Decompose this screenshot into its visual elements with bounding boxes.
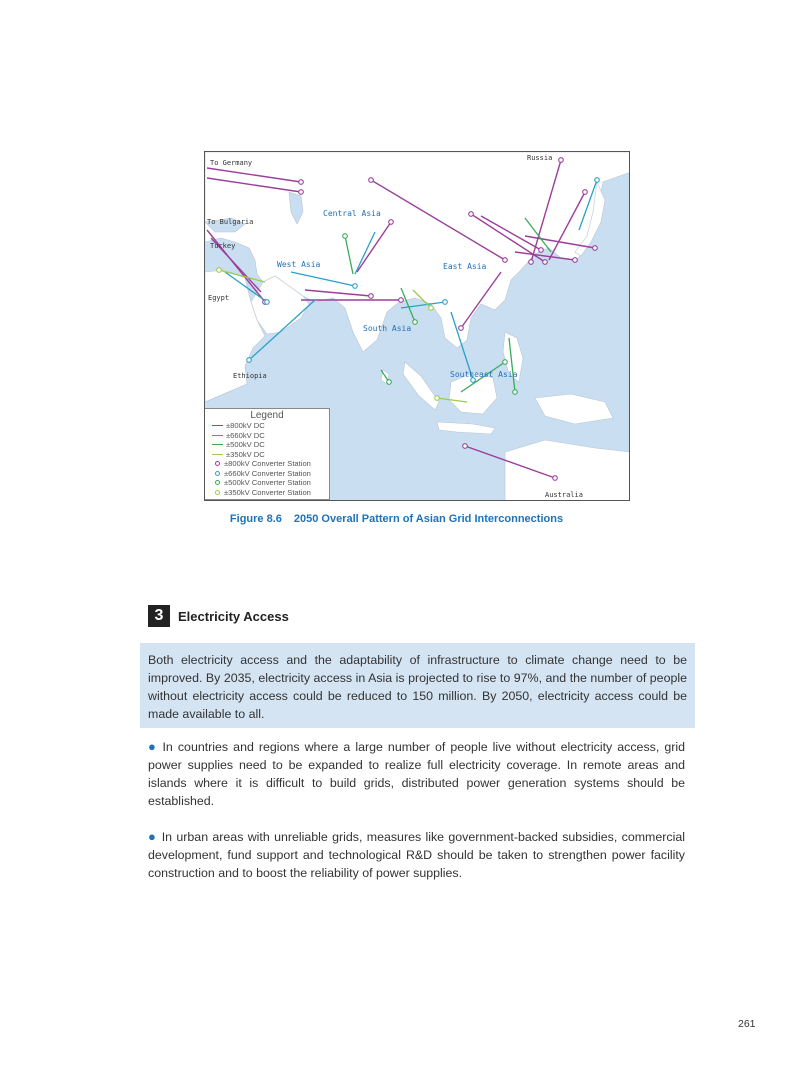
bullet-paragraph xyxy=(148,738,685,810)
label-east-asia: East Asia xyxy=(443,262,487,271)
section-number: 3 xyxy=(148,605,170,627)
station xyxy=(299,190,304,195)
label-ethiopia: Ethiopia xyxy=(233,372,267,380)
legend-line-swatch xyxy=(212,435,223,436)
legend-item-label: ±800kV DC xyxy=(226,421,265,431)
page-number: 261 xyxy=(738,1018,756,1030)
bullet-text: In countries and regions where a large number of people live without electricity access, grid power supplies need to be expanded to realize full electricity coverage. In remote areas and islands where it is difficult to build grids, distributed power generation systems should be established. xyxy=(148,740,685,808)
bullet-icon: ● xyxy=(148,829,157,844)
legend-station-icon xyxy=(215,461,220,466)
legend-line-swatch xyxy=(212,425,223,426)
legend-item-label: ±500kV Converter Station xyxy=(224,478,311,488)
legend-line-swatch xyxy=(212,454,223,455)
figure-caption xyxy=(0,513,793,525)
station xyxy=(399,298,404,303)
sumatra-landmass xyxy=(403,362,439,410)
java-landmass xyxy=(437,422,495,434)
station xyxy=(217,268,222,273)
legend-item xyxy=(205,469,329,479)
legend-item xyxy=(205,478,329,488)
summary-box: Both electricity access and the adaptability of infrastructure to climate change need to be improved. By 2035, electricity access in Asia is projected to rise to 97%, and the number of people without electricity access could be reduced to 150 million. By 2050, electricity access could be made available to all. xyxy=(140,643,695,728)
station xyxy=(435,396,440,401)
label-to-germany: To Germany xyxy=(210,159,253,167)
station xyxy=(513,390,518,395)
label-southeast-asia: Southeast Asia xyxy=(450,370,518,379)
station xyxy=(553,476,558,481)
figure-title: 2050 Overall Pattern of Asian Grid Interconnections xyxy=(293,513,564,525)
legend-rows xyxy=(205,421,329,497)
station xyxy=(265,300,270,305)
station xyxy=(469,212,474,217)
label-australia: Australia xyxy=(545,491,583,499)
station xyxy=(387,380,392,385)
legend-item xyxy=(205,488,329,498)
label-egypt: Egypt xyxy=(208,294,230,302)
label-turkey: Turkey xyxy=(210,242,236,250)
station xyxy=(573,258,578,263)
legend-item-label: ±500kV DC xyxy=(226,440,265,450)
station xyxy=(463,444,468,449)
station xyxy=(539,248,544,253)
station xyxy=(413,320,418,325)
legend-item-label: ±350kV Converter Station xyxy=(224,487,311,497)
map-legend xyxy=(205,408,330,500)
station xyxy=(343,234,348,239)
legend-item xyxy=(205,431,329,441)
station xyxy=(459,326,464,331)
bullet-paragraph xyxy=(148,828,685,882)
station xyxy=(299,180,304,185)
station xyxy=(583,190,588,195)
station xyxy=(543,260,548,265)
station xyxy=(369,178,374,183)
station xyxy=(503,258,508,263)
section-title: Electricity Access xyxy=(178,608,289,624)
legend-station-icon xyxy=(215,490,220,495)
station xyxy=(503,360,508,365)
label-west-asia: West Asia xyxy=(277,260,321,269)
station xyxy=(429,306,434,311)
label-south-asia: South Asia xyxy=(363,324,412,333)
legend-item-label: ±660kV Converter Station xyxy=(224,468,311,478)
legend-item-label: ±660kV DC xyxy=(226,430,265,440)
station xyxy=(529,260,534,265)
station xyxy=(593,246,598,251)
legend-station-icon xyxy=(215,480,220,485)
legend-item xyxy=(205,459,329,469)
station xyxy=(247,358,252,363)
label-russia: Russia xyxy=(527,154,553,162)
station xyxy=(389,220,394,225)
station xyxy=(353,284,358,289)
legend-title: Legend xyxy=(250,410,284,421)
bullet-text: In urban areas with unreliable grids, measures like government-backed subsidies, commercial development, fund support and technological R&D should be taken to strengthen power facility construction and to boost the reliability of power supplies. xyxy=(148,830,685,880)
legend-item-label: ±800kV Converter Station xyxy=(224,459,311,469)
station xyxy=(595,178,600,183)
asia-grid-map xyxy=(204,151,630,501)
legend-item xyxy=(205,421,329,431)
bullet-icon: ● xyxy=(148,739,158,754)
label-central-asia: Central Asia xyxy=(323,209,381,218)
figure-number: Figure 8.6 xyxy=(229,513,282,525)
legend-line-swatch xyxy=(212,444,223,445)
section-heading xyxy=(148,605,289,627)
new-guinea-landmass xyxy=(535,394,613,424)
station xyxy=(443,300,448,305)
station xyxy=(369,294,374,299)
station xyxy=(559,158,564,163)
legend-item xyxy=(205,450,329,460)
legend-item-label: ±350kV DC xyxy=(226,449,265,459)
legend-item xyxy=(205,440,329,450)
legend-station-icon xyxy=(215,471,220,476)
label-to-bulgaria: To Bulgaria xyxy=(207,218,254,226)
